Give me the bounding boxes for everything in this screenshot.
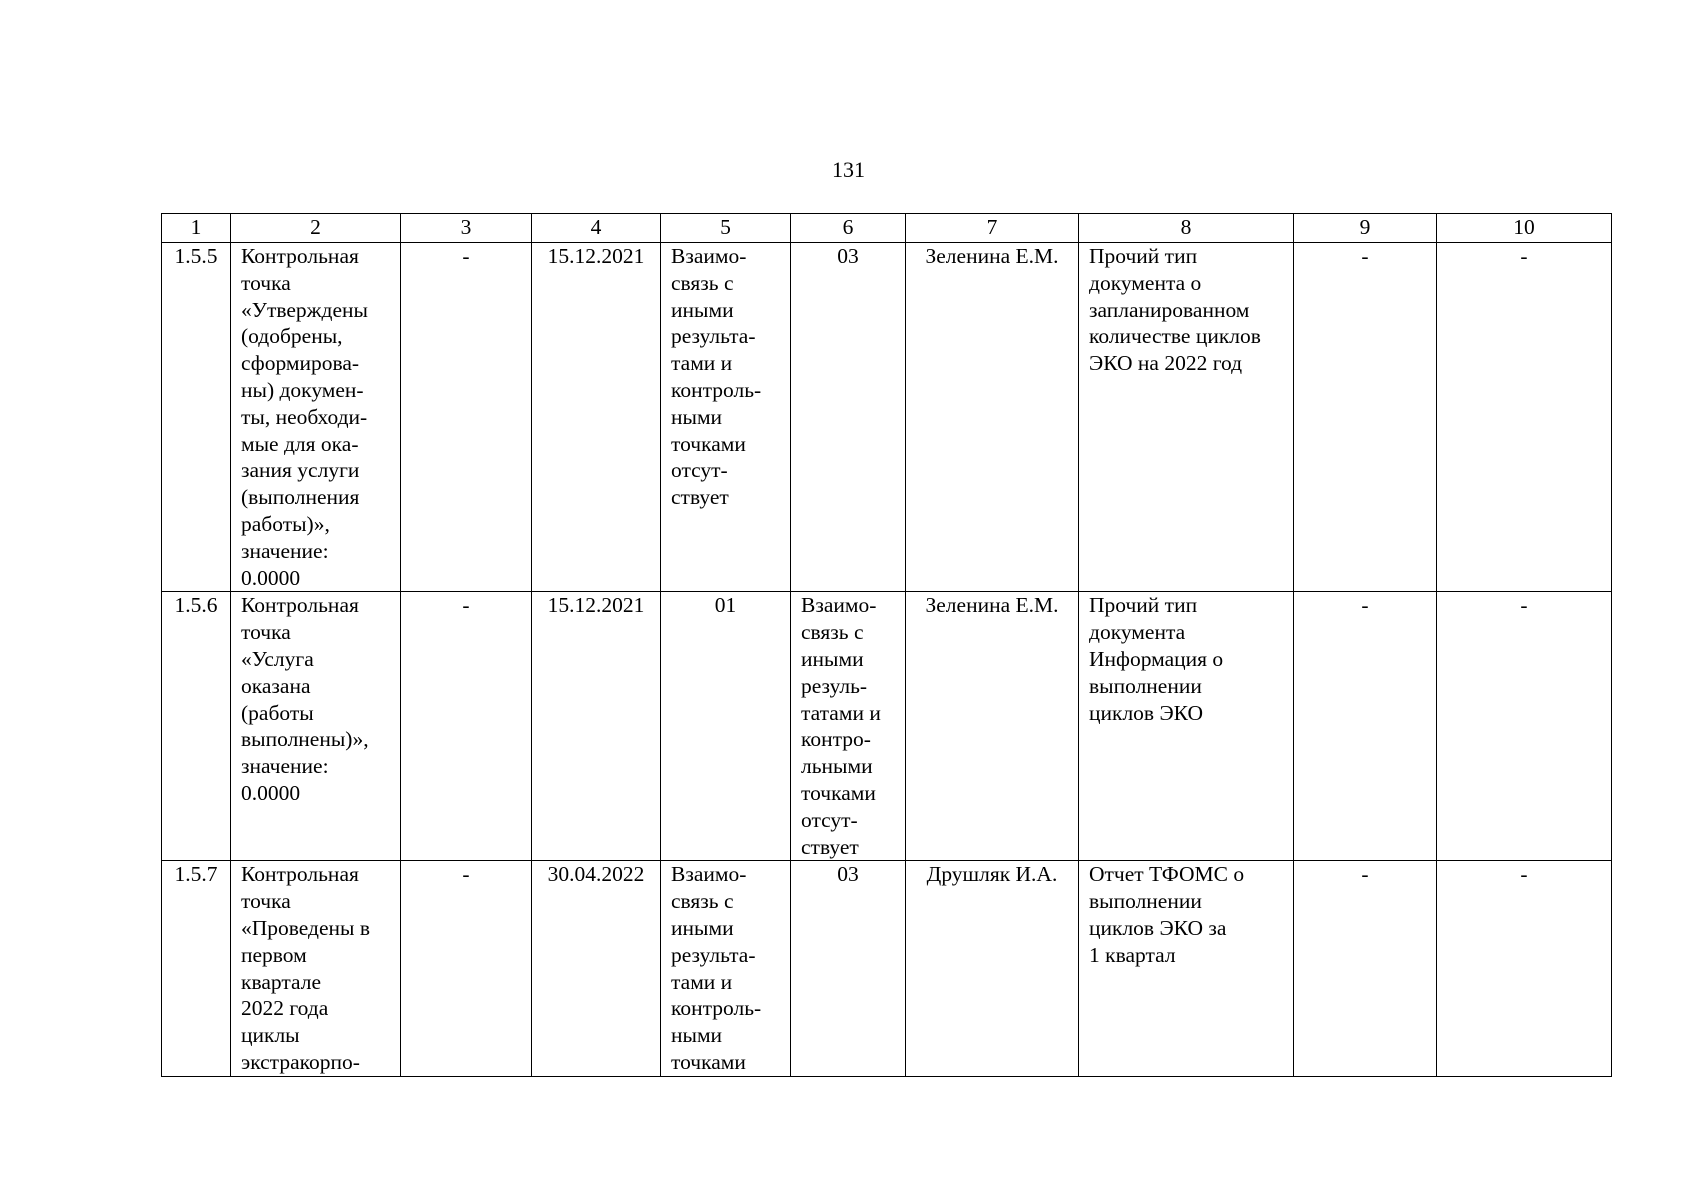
table-row bbox=[162, 243, 1612, 592]
cell: - bbox=[401, 243, 532, 592]
column-header: 4 bbox=[532, 214, 661, 243]
table-row bbox=[162, 592, 1612, 861]
column-header: 8 bbox=[1079, 214, 1294, 243]
column-number-row bbox=[162, 214, 1612, 243]
table-row bbox=[162, 861, 1612, 1076]
cell: 01 bbox=[661, 592, 791, 861]
cell: Взаимо- связь с иными результа- тами и контроль- ными точками отсут- ствует bbox=[661, 243, 791, 592]
row-number-cell: 1.5.7 bbox=[162, 861, 231, 1076]
row-number-cell: 1.5.5 bbox=[162, 243, 231, 592]
control-point-name-cell: Контрольная точка «Утверждены (одобрены, сформирова- ны) докумен- ты, необходи- мые для ока- зания услуги (выполнения работы)», значение: 0.0000 bbox=[231, 243, 401, 592]
cell: - bbox=[401, 592, 532, 861]
cell: - bbox=[1437, 592, 1612, 861]
control-point-name-cell: Контрольная точка «Проведены в первом квартале 2022 года циклы экстракорпо- bbox=[231, 861, 401, 1076]
cell: Взаимо- связь с иными результа- тами и контроль- ными точками bbox=[661, 861, 791, 1076]
date-cell: 15.12.2021 bbox=[532, 243, 661, 592]
row-number-cell: 1.5.6 bbox=[162, 592, 231, 861]
cell: - bbox=[1294, 861, 1437, 1076]
document-cell: Отчет ТФОМС о выполнении циклов ЭКО за 1 квартал bbox=[1079, 861, 1294, 1076]
document-cell: Прочий тип документа Информация о выполнении циклов ЭКО bbox=[1079, 592, 1294, 861]
column-header: 3 bbox=[401, 214, 532, 243]
cell: - bbox=[1294, 592, 1437, 861]
column-header: 7 bbox=[906, 214, 1079, 243]
cell: - bbox=[1437, 861, 1612, 1076]
control-points-table bbox=[161, 213, 1612, 1077]
cell: 03 bbox=[791, 861, 906, 1076]
date-cell: 30.04.2022 bbox=[532, 861, 661, 1076]
column-header: 5 bbox=[661, 214, 791, 243]
cell: - bbox=[1294, 243, 1437, 592]
cell: - bbox=[1437, 243, 1612, 592]
column-header: 2 bbox=[231, 214, 401, 243]
responsible-cell: Друшляк И.А. bbox=[906, 861, 1079, 1076]
cell: Взаимо- связь с иными резуль- татами и контро- льными точками отсут- ствует bbox=[791, 592, 906, 861]
responsible-cell: Зеленина Е.М. bbox=[906, 243, 1079, 592]
control-point-name-cell: Контрольная точка «Услуга оказана (работы выполнены)», значение: 0.0000 bbox=[231, 592, 401, 861]
page-number: 131 bbox=[832, 157, 865, 182]
cell: - bbox=[401, 861, 532, 1076]
column-header: 6 bbox=[791, 214, 906, 243]
date-cell: 15.12.2021 bbox=[532, 592, 661, 861]
cell: 03 bbox=[791, 243, 906, 592]
responsible-cell: Зеленина Е.М. bbox=[906, 592, 1079, 861]
column-header: 9 bbox=[1294, 214, 1437, 243]
document-cell: Прочий тип документа о запланированном количестве циклов ЭКО на 2022 год bbox=[1079, 243, 1294, 592]
column-header: 1 bbox=[162, 214, 231, 243]
column-header: 10 bbox=[1437, 214, 1612, 243]
